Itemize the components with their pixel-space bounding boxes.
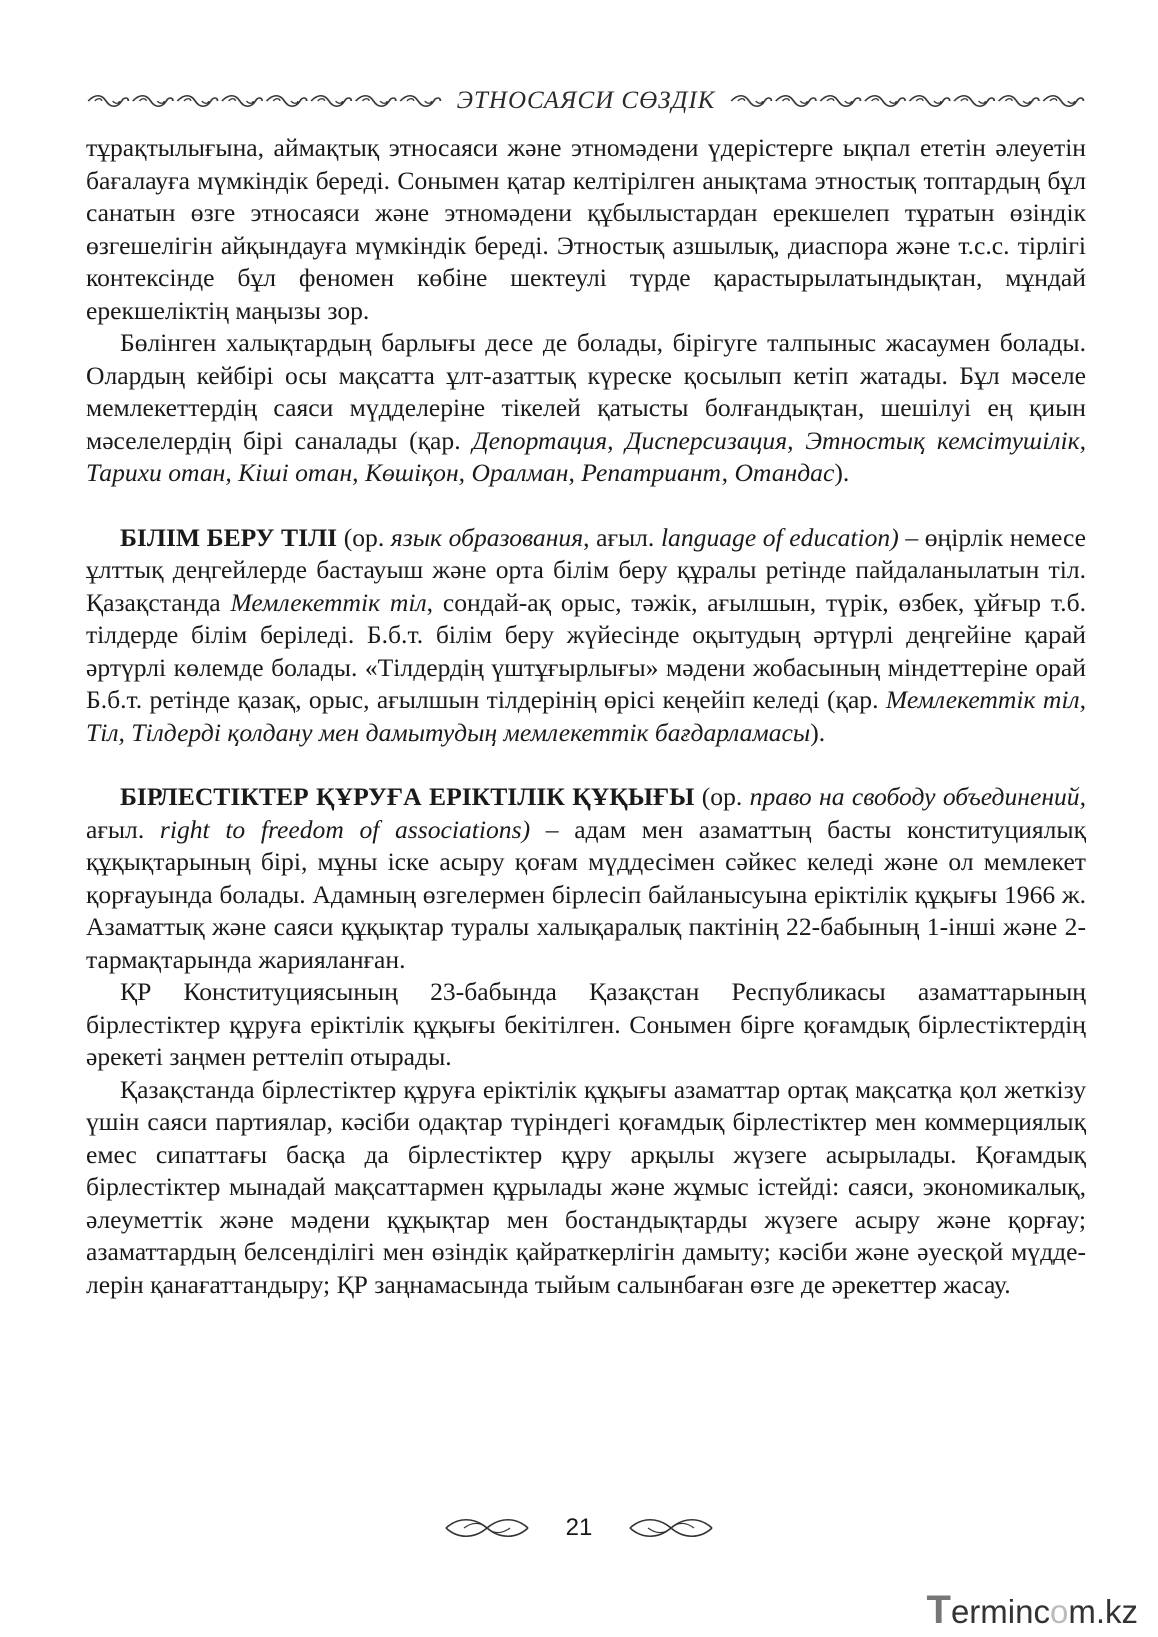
watermark-t: T [926, 1588, 951, 1632]
ornament-right-icon [729, 93, 1086, 109]
page-footer [0, 1508, 1158, 1548]
en-label: , ағыл. [583, 522, 661, 552]
watermark-o: o [1049, 1593, 1069, 1630]
paragraph-text: Бөлінген халықтардың барлығы десе де болады, бірігуге талпыныс жасаумен болады. Олардың кейбірі осы мақсатта ұлт-азаттық күреске қосылып кетіп жатады. Бұл мәселе мемлекеттердің саяси мүдделеріне тікелей қатысты болғандықтан, шешілуі ең қиын мәселелердің бірі саналады (қар. [86, 328, 1086, 455]
flourish-right-icon [628, 1515, 714, 1541]
paragraph: Қазақстанда бірлестіктер құруға еріктілік құқығы азаматтар ортақ мақсатқа қол жеткізу үшін саяси партиялар, кәсіби одақтар түріндегі қоғамдық бірлестіктер мен коммерциялық емес сипаттағы басқа да бірлестіктер құру арқылы жүзеге асырылады. Қоғамдық бірлестіктер мынадай мақсаттармен құрылады және жұмыс істейді: саяси, экономикалық, әлеуметтік және мәдени құқықтар мен бостандықтарды жүзеге асыру және қорғау; азаматтардың белсенділігі мен өзіндік қайраткерлігін дамыту; кәсіби және әуесқой мүдделерін қанағаттандыру; ҚР заңнамасында тыйым салынбаған өзге де әрекеттер жасау. [86, 1074, 1086, 1299]
page-number: 21 [565, 1514, 593, 1541]
paragraph-continuation: тұрақтылығына, аймақтық этносаяси және этномәдени үдерістерге ықпал ететін әлеуетін бағалауға мүмкіндік береді. Сонымен қатар келтірілген анықтама этностық топтардың бұл санатын өзге этносаяси және этномәдени құбылыстардан ерекшелеп тұратын өзіндік өзгешелігін айқындауға мүмкіндік береді. Этностық азшылық, диаспора және т.с.с. тірлігі контексінде бұл феномен көбіне шектеулі түрде қарастырылатындықтан, мұндай ерекшеліктің маңызы зор. [86, 133, 1086, 325]
cross-references: Депортация, Дисперсизация, Этностық кемсітушілік, Тарихи отан, Кіші отан, Көшіқон, Оралман, Репатриант, Отандас [86, 425, 1086, 487]
watermark-logo [926, 1588, 1139, 1632]
page-body [86, 132, 1086, 1301]
ru-label: (ор. [694, 782, 750, 811]
en-translation: language of education) [660, 522, 899, 552]
entry-term: БІЛІМ БЕРУ ТІЛІ [120, 522, 338, 552]
dictionary-entry [86, 781, 1086, 976]
watermark-domain: m.kz [1068, 1593, 1138, 1630]
entry-gap [86, 490, 1086, 522]
dictionary-entry [86, 522, 1086, 750]
entry-definition-cont: , сондай-ақ орыс, тәжік, ағылшын, түрік, өзбек, ұйғыр т.б. тілдерде білім беріледі. Б.б.т. білім беру жүйесінде оқытудың әртүрлі деңгейіне қарай әртүрлі көлемде болады. «Тілдердің үштұғырлығы» мәдени жобасының міндеттеріне орай Б.б.т. ретінде қазақ, орыс, ағылшын тілдерінің өрісі кеңейіп келеді (қар. [86, 587, 1086, 714]
ornament-left-icon [86, 93, 443, 109]
header-title: ЭТНОСАЯСИ СӨЗДІК [456, 87, 716, 114]
entry-gap [86, 749, 1086, 781]
ru-translation: право на свободу объединений, [749, 782, 1087, 811]
paragraph: ҚР Конституциясының 23-бабында Қазақстан Республикасы азаматтарының бірлестіктер құруға еріктілік құқығы бекітілген. Сонымен бірге қоғамдық бірлестіктердің әрекеті заңмен реттеліп отырады. [86, 977, 1086, 1071]
watermark-text: erminc [950, 1593, 1050, 1630]
entry-definition: – өңірлік немесе ұлттық деңгейлерде бастауыш және орта білім беру құралы ретінде пайдаланылатын тіл. Қазақстанда [86, 522, 1087, 617]
flourish-left-icon [444, 1515, 530, 1541]
entry-definition: – адам мен азаматтың басты конституциялық құқықтарының бірі, мұны іске асыру қоғам мүддесімен сәйкес келеді және ол мемлекет қорғауында болады. Адамның өзгелермен бірлесіп байланысуына еріктілік құқығы 1966 ж. Азаматтық және саяси құқықтар туралы халықаралық пактінің 22-бабының 1-інші және 2-тармақтарында жарияланған. [86, 814, 1087, 974]
ru-label: (ор. [337, 522, 391, 552]
cross-references: Мемлекеттік тіл, Тіл, Тілдерді қолдану мен дамытудың мемлекеттік бағдарламасы [86, 685, 1086, 747]
inline-reference: Мемлекеттік тіл [230, 587, 427, 617]
ru-translation: язык образования [390, 522, 584, 552]
paragraph-end: ). [834, 458, 850, 487]
paragraph [86, 327, 1086, 490]
running-header [86, 88, 1086, 114]
en-label: ағыл. [86, 814, 160, 844]
entry-end: ). [810, 717, 826, 747]
en-translation: right to freedom of associations) [159, 814, 531, 844]
entry-term: БІРЛЕСТІКТЕР ҚҰРУҒА ЕРІКТІЛІК ҚҰҚЫҒЫ [120, 782, 695, 811]
